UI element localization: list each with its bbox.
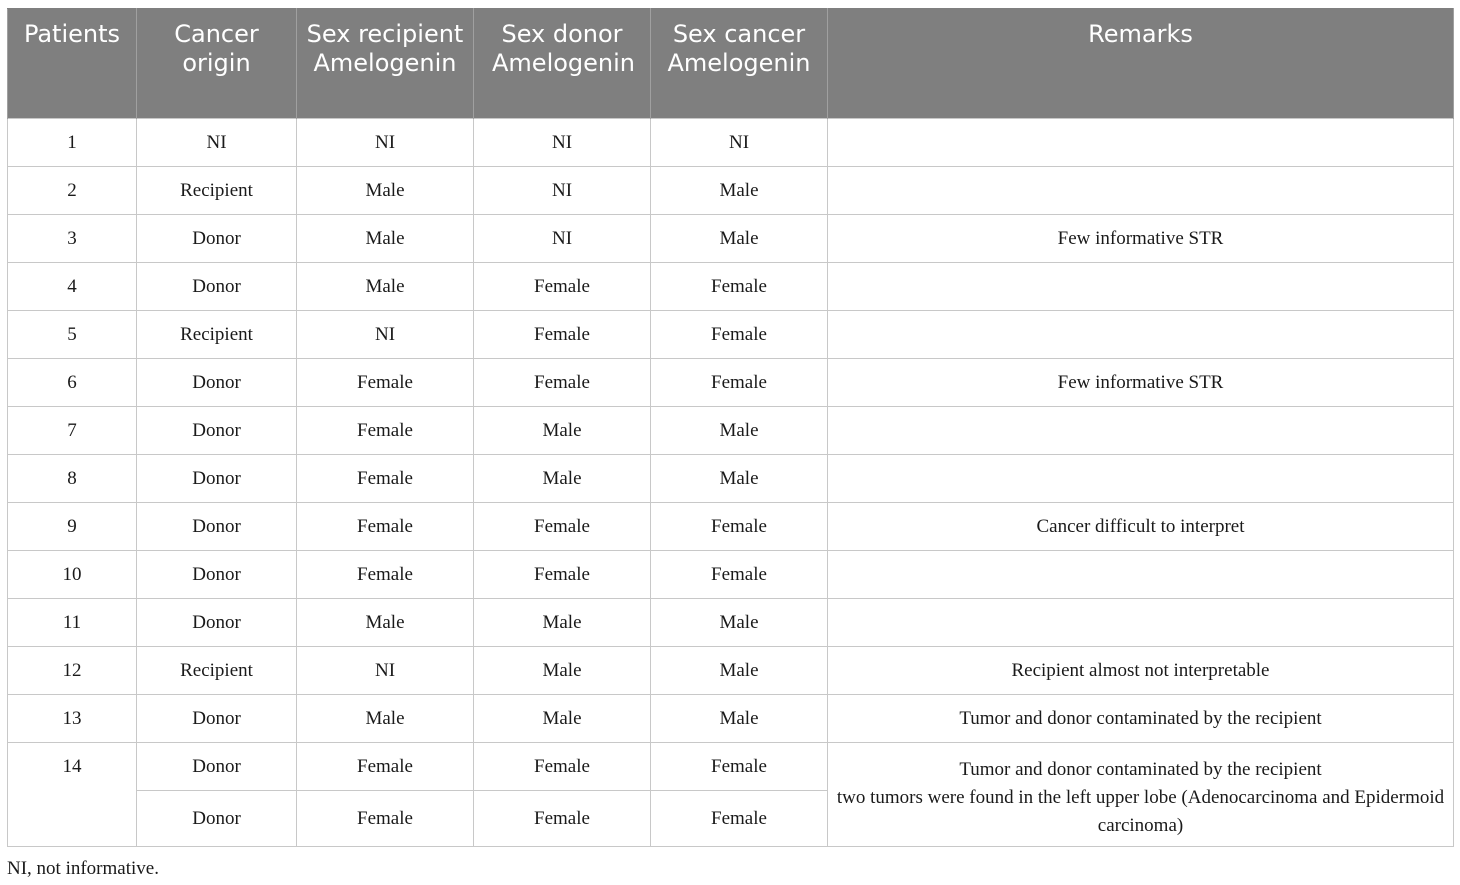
cell-sex-recipient: Female bbox=[297, 359, 474, 407]
cell-sex-recipient: Male bbox=[297, 695, 474, 743]
cell-sex-cancer: NI bbox=[651, 119, 828, 167]
cell-cancer-origin: Recipient bbox=[137, 311, 297, 359]
cell-sex-recipient: NI bbox=[297, 311, 474, 359]
cell-remarks: Cancer difficult to interpret bbox=[828, 503, 1454, 551]
cell-patient: 1 bbox=[8, 119, 137, 167]
cell-cancer-origin: Donor bbox=[137, 503, 297, 551]
cell-sex-recipient: Female bbox=[297, 551, 474, 599]
cell-sex-recipient: Male bbox=[297, 215, 474, 263]
table-row bbox=[8, 599, 1454, 647]
cell-sex-donor: NI bbox=[474, 215, 651, 263]
cell-sex-recipient: NI bbox=[297, 119, 474, 167]
table-row bbox=[8, 551, 1454, 599]
cell-remarks: Few informative STR bbox=[828, 359, 1454, 407]
cell-sex-cancer: Male bbox=[651, 407, 828, 455]
cell-sex-donor: Male bbox=[474, 695, 651, 743]
cell-sex-cancer: Female bbox=[651, 359, 828, 407]
cell-sex-recipient: Female bbox=[297, 791, 474, 847]
table-row bbox=[8, 263, 1454, 311]
cell-cancer-origin: NI bbox=[137, 119, 297, 167]
cell-remarks bbox=[828, 455, 1454, 503]
cell-sex-cancer: Female bbox=[651, 743, 828, 791]
table-row bbox=[8, 167, 1454, 215]
cell-cancer-origin: Donor bbox=[137, 551, 297, 599]
cell-patient-14: 14 bbox=[8, 743, 137, 847]
cell-patient: 9 bbox=[8, 503, 137, 551]
cell-remarks bbox=[828, 119, 1454, 167]
cell-remarks bbox=[828, 407, 1454, 455]
cell-sex-donor: NI bbox=[474, 167, 651, 215]
table-row bbox=[8, 311, 1454, 359]
table-row bbox=[8, 119, 1454, 167]
table-footnote: NI, not informative. bbox=[7, 858, 159, 879]
table-row bbox=[8, 455, 1454, 503]
cell-cancer-origin: Donor bbox=[137, 599, 297, 647]
cell-sex-recipient: NI bbox=[297, 647, 474, 695]
cell-sex-donor: Male bbox=[474, 407, 651, 455]
cell-patient: 13 bbox=[8, 695, 137, 743]
cell-sex-cancer: Male bbox=[651, 599, 828, 647]
amelogenin-results-table bbox=[7, 8, 1454, 847]
cell-sex-donor: Female bbox=[474, 503, 651, 551]
cell-sex-cancer: Female bbox=[651, 791, 828, 847]
cell-patient: 7 bbox=[8, 407, 137, 455]
header-sex-donor-amelogenin: Sex donor Amelogenin bbox=[474, 9, 651, 119]
table-row bbox=[8, 695, 1454, 743]
cell-sex-donor: Female bbox=[474, 263, 651, 311]
cell-sex-donor: Female bbox=[474, 359, 651, 407]
cell-cancer-origin: Donor bbox=[137, 359, 297, 407]
cell-sex-recipient: Male bbox=[297, 263, 474, 311]
cell-cancer-origin: Donor bbox=[137, 215, 297, 263]
cell-sex-donor: Female bbox=[474, 791, 651, 847]
cell-sex-donor: Female bbox=[474, 551, 651, 599]
table-body bbox=[8, 119, 1454, 847]
table-row bbox=[8, 647, 1454, 695]
table-row bbox=[8, 359, 1454, 407]
table-row bbox=[8, 215, 1454, 263]
cell-patient: 4 bbox=[8, 263, 137, 311]
table-row-14a bbox=[8, 743, 1454, 791]
cell-cancer-origin: Donor bbox=[137, 455, 297, 503]
cell-sex-recipient: Male bbox=[297, 167, 474, 215]
cell-cancer-origin: Donor bbox=[137, 695, 297, 743]
cell-sex-recipient: Female bbox=[297, 455, 474, 503]
cell-patient: 5 bbox=[8, 311, 137, 359]
cell-remarks-14 bbox=[828, 743, 1454, 847]
table-header-row bbox=[8, 9, 1454, 119]
cell-sex-cancer: Male bbox=[651, 455, 828, 503]
cell-remarks: Few informative STR bbox=[828, 215, 1454, 263]
header-cancer-origin: Cancer origin bbox=[137, 9, 297, 119]
cell-patient: 12 bbox=[8, 647, 137, 695]
cell-sex-donor: Male bbox=[474, 599, 651, 647]
cell-remarks bbox=[828, 263, 1454, 311]
cell-patient: 10 bbox=[8, 551, 137, 599]
cell-sex-recipient: Male bbox=[297, 599, 474, 647]
cell-sex-donor: Female bbox=[474, 743, 651, 791]
cell-sex-cancer: Female bbox=[651, 503, 828, 551]
cell-sex-cancer: Female bbox=[651, 551, 828, 599]
header-patients: Patients bbox=[8, 9, 137, 119]
cell-remarks bbox=[828, 311, 1454, 359]
cell-cancer-origin: Donor bbox=[137, 263, 297, 311]
table-row bbox=[8, 503, 1454, 551]
cell-cancer-origin: Donor bbox=[137, 791, 297, 847]
cell-sex-recipient: Female bbox=[297, 407, 474, 455]
cell-sex-cancer: Male bbox=[651, 647, 828, 695]
cell-remarks bbox=[828, 599, 1454, 647]
cell-remarks bbox=[828, 167, 1454, 215]
cell-patient: 11 bbox=[8, 599, 137, 647]
cell-patient: 2 bbox=[8, 167, 137, 215]
cell-sex-donor: Male bbox=[474, 455, 651, 503]
header-remarks: Remarks bbox=[828, 9, 1454, 119]
cell-sex-donor: Female bbox=[474, 311, 651, 359]
cell-sex-cancer: Male bbox=[651, 167, 828, 215]
header-sex-cancer-amelogenin: Sex cancer Amelogenin bbox=[651, 9, 828, 119]
remark-line-2: two tumors were found in the left upper lobe (Adenocarcinoma and Epidermoid carcinoma) bbox=[836, 787, 1445, 836]
cell-cancer-origin: Recipient bbox=[137, 647, 297, 695]
cell-sex-donor: NI bbox=[474, 119, 651, 167]
cell-remarks: Recipient almost not interpretable bbox=[828, 647, 1454, 695]
table-row bbox=[8, 407, 1454, 455]
remark-line-1: Tumor and donor contaminated by the recipient bbox=[959, 759, 1322, 780]
header-sex-recipient-amelogenin: Sex recipient Amelogenin bbox=[297, 9, 474, 119]
cell-patient: 6 bbox=[8, 359, 137, 407]
cell-sex-cancer: Female bbox=[651, 311, 828, 359]
cell-cancer-origin: Donor bbox=[137, 407, 297, 455]
cell-patient: 3 bbox=[8, 215, 137, 263]
cell-sex-cancer: Male bbox=[651, 215, 828, 263]
cell-sex-cancer: Male bbox=[651, 695, 828, 743]
cell-sex-recipient: Female bbox=[297, 743, 474, 791]
cell-remarks bbox=[828, 551, 1454, 599]
cell-patient: 8 bbox=[8, 455, 137, 503]
cell-cancer-origin: Recipient bbox=[137, 167, 297, 215]
cell-sex-donor: Male bbox=[474, 647, 651, 695]
cell-sex-recipient: Female bbox=[297, 503, 474, 551]
data-table-container bbox=[7, 8, 1453, 847]
cell-remarks: Tumor and donor contaminated by the recipient bbox=[828, 695, 1454, 743]
cell-sex-cancer: Female bbox=[651, 263, 828, 311]
cell-cancer-origin: Donor bbox=[137, 743, 297, 791]
